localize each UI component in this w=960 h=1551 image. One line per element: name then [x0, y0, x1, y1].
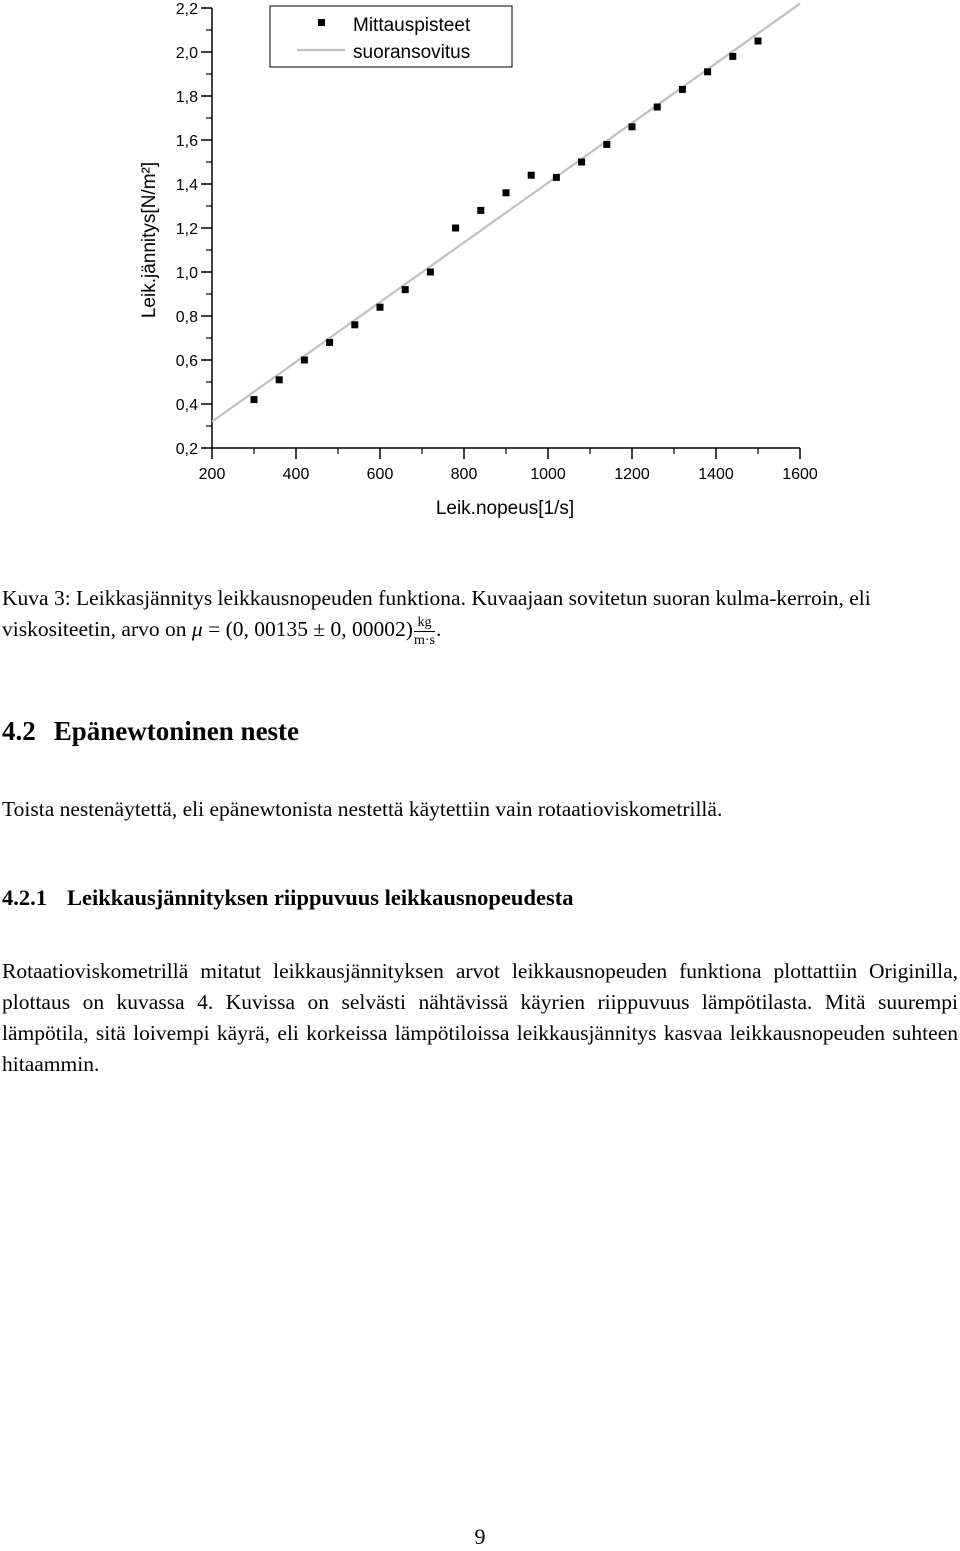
- data-point: [452, 225, 459, 232]
- section-title: Epänewtoninen neste: [53, 716, 300, 746]
- y-tick-label: 0,8: [175, 309, 198, 326]
- section-number: 4.2: [2, 716, 36, 746]
- caption-suffix: .: [435, 617, 442, 641]
- data-point: [553, 174, 560, 181]
- x-tick-label: 1000: [530, 466, 566, 483]
- data-point: [251, 396, 258, 403]
- y-tick-label: 1,6: [175, 133, 198, 150]
- subsection-number: 4.2.1: [2, 885, 47, 910]
- subsection-heading: [2, 885, 573, 911]
- data-point: [679, 86, 686, 93]
- y-tick-label: 1,0: [175, 265, 198, 282]
- x-tick-label: 1400: [698, 466, 734, 483]
- paragraph-2: Rotaatioviskometrillä mitatut leikkausjännityksen arvot leikkausnopeuden funktiona plottattiin Originilla, plottaus on kuvassa 4. Kuvissa on selvästi nähtävissä käyrien riippuvuus lämpötilasta. Mitä suurempi lämpötila, sitä loivempi käyrä, eli korkeissa lämpötiloissa leikkausjännitys kasvaa leikkausnopeuden suhteen hitaammin.: [2, 959, 958, 1076]
- data-point: [503, 189, 510, 196]
- y-tick-label: 0,4: [175, 397, 198, 414]
- paragraph-1: Toista nestenäytettä, eli epänewtonista nestettä käytettiin vain rotaatioviskometrillä.: [2, 797, 723, 821]
- legend: [270, 6, 512, 67]
- x-tick-label: 1200: [614, 466, 650, 483]
- caption-text: Kuva 3: Leikkasjännitys leikkausnopeuden funktiona. Kuvaajaan sovitetun suoran kulma-kerroin, eli viskositeetin, arvo on: [2, 586, 871, 641]
- subsection-title: Leikkausjännityksen riippuvuus leikkausnopeudesta: [67, 885, 574, 910]
- data-point: [377, 304, 384, 311]
- section-heading: [2, 716, 299, 747]
- data-point: [629, 123, 636, 130]
- data-point: [654, 104, 661, 111]
- caption-unit-numerator: kg: [414, 616, 435, 632]
- caption-mu-symbol: μ: [191, 617, 203, 641]
- figure-caption: [2, 583, 958, 648]
- data-point: [351, 321, 358, 328]
- caption-unit-denominator: m·s: [413, 632, 435, 648]
- x-tick-label: 400: [282, 466, 310, 483]
- y-tick-label: 0,2: [175, 441, 198, 458]
- data-points-layer: [251, 38, 762, 404]
- legend-marker-points: [318, 19, 325, 26]
- data-point: [326, 339, 333, 346]
- y-tick-label: 2,0: [175, 45, 198, 62]
- legend-label-points: Mittauspisteet: [353, 15, 471, 36]
- data-point: [402, 286, 409, 293]
- y-axis-label: Leik.jännitys[N/m²]: [139, 161, 160, 319]
- data-point: [276, 376, 283, 383]
- data-point: [729, 53, 736, 60]
- data-point: [704, 68, 711, 75]
- y-tick-label: 1,8: [175, 89, 198, 106]
- y-axis-ticks: [176, 1, 212, 458]
- chart-axes: [212, 8, 800, 448]
- x-tick-label: 600: [366, 466, 394, 483]
- legend-label-line: suoransovitus: [353, 42, 471, 63]
- data-point: [528, 172, 535, 179]
- y-tick-label: 1,4: [175, 177, 198, 194]
- caption-value: = (0, 00135 ± 0, 00002): [202, 617, 413, 641]
- data-point: [755, 38, 762, 45]
- data-point: [301, 357, 308, 364]
- page-number: 9: [474, 1524, 486, 1549]
- x-tick-label: 1600: [782, 466, 818, 483]
- data-point: [578, 159, 585, 166]
- data-point: [603, 141, 610, 148]
- data-point: [477, 207, 484, 214]
- x-axis-label: Leik.nopeus[1/s]: [435, 498, 575, 519]
- y-tick-label: 2,2: [175, 1, 198, 18]
- caption-unit-fraction: [414, 616, 435, 648]
- x-tick-label: 200: [198, 466, 226, 483]
- x-tick-label: 800: [450, 466, 478, 483]
- y-tick-label: 1,2: [175, 221, 198, 238]
- data-point: [427, 269, 434, 276]
- x-axis-ticks: [199, 448, 818, 483]
- chart: [0, 0, 960, 560]
- y-tick-label: 0,6: [175, 353, 198, 370]
